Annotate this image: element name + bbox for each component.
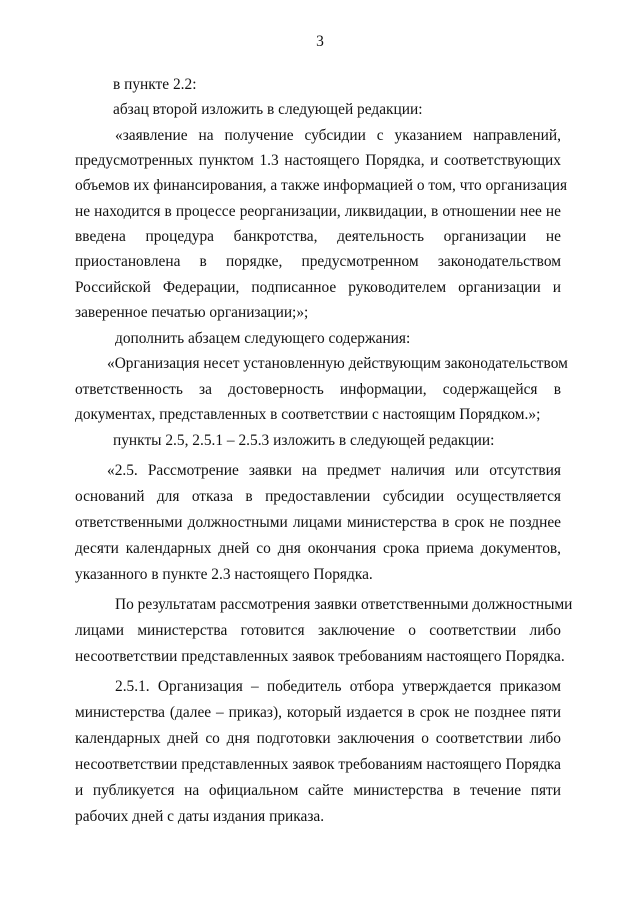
- text-line: указанного в пункте 2.3 настоящего Порядка.: [75, 566, 373, 583]
- text-line: ответственными должностными лицами министерства в срок не позднее: [75, 514, 561, 531]
- text-line: несоответствии представленных заявок требованиям настоящего Порядка.: [75, 648, 565, 665]
- text-line: оснований для отказа в предоставлении субсидии осуществляется: [75, 488, 561, 505]
- text-line: и публикуется на официальном сайте министерства в течение пяти: [75, 782, 561, 799]
- text-line: абзац второй изложить в следующей редакции:: [113, 101, 423, 118]
- text-line: Российской Федерации, подписанное руководителем организации и: [75, 279, 561, 296]
- text-line: рабочих дней с даты издания приказа.: [75, 808, 325, 825]
- text-line: 2.5.1. Организация – победитель отбора утверждается приказом: [115, 678, 561, 695]
- text-line: «2.5. Рассмотрение заявки на предмет наличия или отсутствия: [107, 462, 561, 479]
- text-line: не находится в процессе реорганизации, ликвидации, в отношении нее не: [75, 203, 561, 220]
- text-line: лицами министерства готовится заключение о соответствии либо: [75, 622, 561, 639]
- text-line: календарных дней со дня подготовки заключения о соответствии либо: [75, 730, 561, 747]
- text-line: предусмотренных пунктом 1.3 настоящего Порядка, и соответствующих: [75, 152, 561, 169]
- text-line: введена процедура банкротства, деятельность организации не: [75, 228, 561, 245]
- text-line: объемов их финансирования, а также информацией о том, что организация: [75, 177, 568, 194]
- text-line: десяти календарных дней со дня окончания срока приема документов,: [75, 540, 561, 557]
- text-line: документах, представленных в соответствии с настоящим Порядком.»;: [75, 406, 541, 423]
- text-line: дополнить абзацем следующего содержания:: [115, 330, 411, 347]
- text-line: в пункте 2.2:: [113, 76, 197, 93]
- text-line: несоответствии представленных заявок требованиям настоящего Порядка: [75, 756, 561, 773]
- text-line: «заявление на получение субсидии с указанием направлений,: [115, 127, 561, 144]
- text-line: заверенное печатью организации;»;: [75, 304, 309, 321]
- text-line: министерства (далее – приказ), который издается в срок не позднее пяти: [75, 704, 561, 721]
- text-line: «Организация несет установленную действующим законодательством: [107, 355, 568, 372]
- text-line: ответственность за достоверность информации, содержащейся в: [75, 381, 561, 398]
- text-line: пункты 2.5, 2.5.1 – 2.5.3 изложить в следующей редакции:: [113, 432, 495, 449]
- text-line: приостановлена в порядке, предусмотренном законодательством: [75, 253, 561, 270]
- page-number: 3: [316, 33, 324, 50]
- text-line: По результатам рассмотрения заявки ответственными должностными: [115, 596, 573, 613]
